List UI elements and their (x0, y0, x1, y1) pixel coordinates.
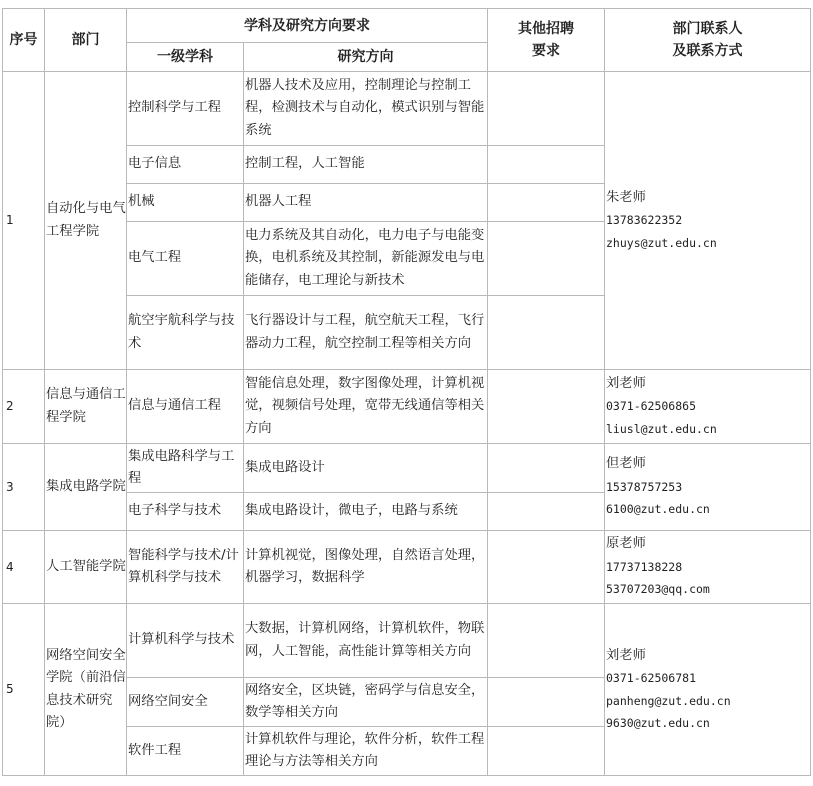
discipline-cell: 集成电路科学与工程 (127, 444, 244, 493)
direction-cell: 大数据，计算机网络，计算机软件，物联网，人工智能，高性能计算等相关方向 (244, 604, 488, 678)
row-seq: 3 (3, 444, 45, 531)
contact-email: zhuys@zut.edu.cn (606, 235, 717, 250)
header-discipline: 一级学科 (127, 43, 244, 72)
discipline-cell: 电子信息 (127, 146, 244, 184)
contact-email-secondary: 9630@zut.edu.cn (606, 716, 710, 730)
direction-cell: 飞行器设计与工程，航空航天工程，飞行器动力工程，航空控制工程等相关方向 (244, 296, 488, 370)
contact-email: liusl@zut.edu.cn (606, 421, 717, 436)
row-dept: 集成电路学院 (45, 444, 127, 531)
row-dept: 人工智能学院 (45, 531, 127, 604)
row-seq: 2 (3, 370, 45, 444)
other-cell (488, 370, 605, 444)
header-direction: 研究方向 (244, 43, 488, 72)
contact-name: 原老师 (606, 536, 646, 552)
contact-phone: 0371-62506781 (606, 671, 697, 685)
header-contact: 部门联系人 及联系方式 (605, 9, 811, 72)
row-seq: 4 (3, 531, 45, 604)
contact-cell (605, 444, 811, 531)
direction-cell: 计算机软件与理论，软件分析，软件工程理论与方法等相关方向 (244, 727, 488, 776)
other-cell (488, 531, 605, 604)
header-other: 其他招聘 要求 (488, 9, 605, 72)
discipline-cell: 航空宇航科学与技术 (127, 296, 244, 370)
direction-cell: 集成电路设计 (244, 444, 488, 493)
direction-cell: 集成电路设计，微电子，电路与系统 (244, 493, 488, 531)
header-seq: 序号 (3, 9, 45, 72)
other-cell (488, 184, 605, 222)
discipline-cell: 网络空间安全 (127, 678, 244, 727)
direction-cell: 机器人技术及应用，控制理论与控制工程，检测技术与自动化，模式识别与智能系统 (244, 72, 488, 146)
direction-cell: 计算机视觉，图像处理，自然语言处理，机器学习，数据科学 (244, 531, 488, 604)
direction-cell: 机器人工程 (244, 184, 488, 222)
contact-name: 刘老师 (606, 375, 646, 391)
contact-cell (605, 604, 811, 776)
other-cell (488, 444, 605, 493)
direction-cell: 控制工程，人工智能 (244, 146, 488, 184)
discipline-cell: 软件工程 (127, 727, 244, 776)
contact-phone: 0371-62506865 (606, 399, 697, 414)
direction-cell: 智能信息处理，数字图像处理，计算机视觉，视频信号处理，宽带无线通信等相关方向 (244, 370, 488, 444)
header-discipline-group: 学科及研究方向要求 (127, 9, 488, 43)
other-cell (488, 72, 605, 146)
discipline-cell: 信息与通信工程 (127, 370, 244, 444)
contact-phone: 15378757253 (606, 479, 683, 494)
contact-cell (605, 72, 811, 370)
other-cell (488, 727, 605, 776)
direction-cell: 电力系统及其自动化，电力电子与电能变换，电机系统及其控制，新能源发电与电能储存，电工理论与新技术 (244, 222, 488, 296)
discipline-cell: 电子科学与技术 (127, 493, 244, 531)
direction-cell: 网络安全，区块链，密码学与信息安全，数学等相关方向 (244, 678, 488, 727)
discipline-cell: 智能科学与技术/计算机科学与技术 (127, 531, 244, 604)
contact-email: 6100@zut.edu.cn (606, 502, 710, 517)
contact-phone: 13783622352 (606, 213, 683, 228)
row-seq: 5 (3, 604, 45, 776)
header-dept: 部门 (45, 9, 127, 72)
other-cell (488, 678, 605, 727)
other-cell (488, 604, 605, 678)
row-dept: 自动化与电气工程学院 (45, 72, 127, 370)
contact-name: 刘老师 (606, 647, 646, 663)
row-dept: 网络空间安全学院（前沿信息技术研究院） (45, 604, 127, 776)
contact-email: 53707203@qq.com (606, 582, 710, 597)
discipline-cell: 计算机科学与技术 (127, 604, 244, 678)
contact-phone: 17737138228 (606, 559, 683, 574)
discipline-cell: 控制科学与工程 (127, 72, 244, 146)
row-seq: 1 (3, 72, 45, 370)
recruitment-table (2, 8, 811, 776)
discipline-cell: 机械 (127, 184, 244, 222)
other-cell (488, 493, 605, 531)
row-dept: 信息与通信工程学院 (45, 370, 127, 444)
contact-name: 朱老师 (606, 189, 646, 205)
other-cell (488, 296, 605, 370)
other-cell (488, 146, 605, 184)
contact-email: panheng@zut.edu.cn (606, 693, 731, 708)
contact-cell (605, 531, 811, 604)
contact-cell (605, 370, 811, 444)
contact-name: 但老师 (606, 456, 646, 472)
discipline-cell: 电气工程 (127, 222, 244, 296)
other-cell (488, 222, 605, 296)
